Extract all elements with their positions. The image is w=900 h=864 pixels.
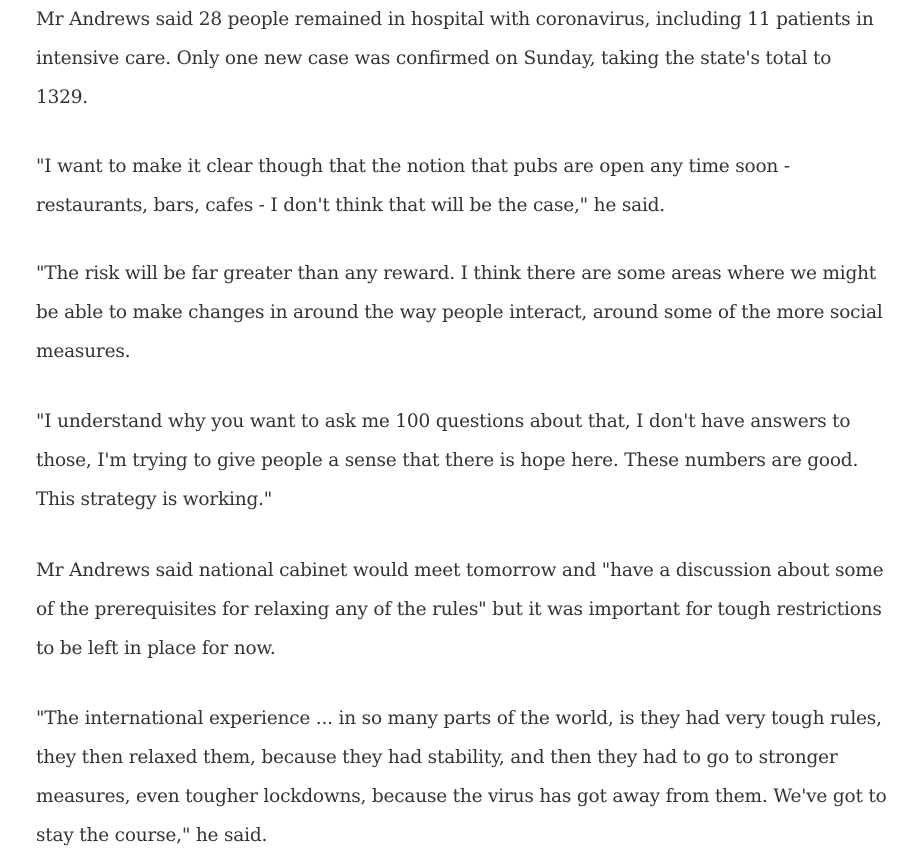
article-paragraph: Mr Andrews said 28 people remained in hospital with coronavirus, including 11 patients in intensive care. Only one new case was confirmed on Sunday, taking the state's total to 1329. [36, 9, 874, 108]
article-paragraph: "I want to make it clear though that the notion that pubs are open any time soon - restaurants, bars, cafes - I don't think that will be the case," he said. [36, 156, 790, 216]
article-paragraph: "I understand why you want to ask me 100 questions about that, I don't have answers to those, I'm trying to give people a sense that there is hope here. These numbers are good. This strategy is working." [36, 411, 859, 510]
article-paragraph: "The risk will be far greater than any reward. I think there are some areas where we might be able to make changes in around the way people interact, around some of the more social measures. [36, 263, 883, 362]
article-paragraph: "The international experience ... in so many parts of the world, is they had very tough rules, they then relaxed them, because they had stability, and then they had to go to stronger measures, even tougher lockdowns, because the virus has got away from them. We've got to stay the course," he said. [36, 708, 887, 846]
article-paragraph: Mr Andrews said national cabinet would meet tomorrow and "have a discussion about some of the prerequisites for relaxing any of the rules" but it was important for tough restrictions to be left in place for now. [36, 560, 884, 659]
